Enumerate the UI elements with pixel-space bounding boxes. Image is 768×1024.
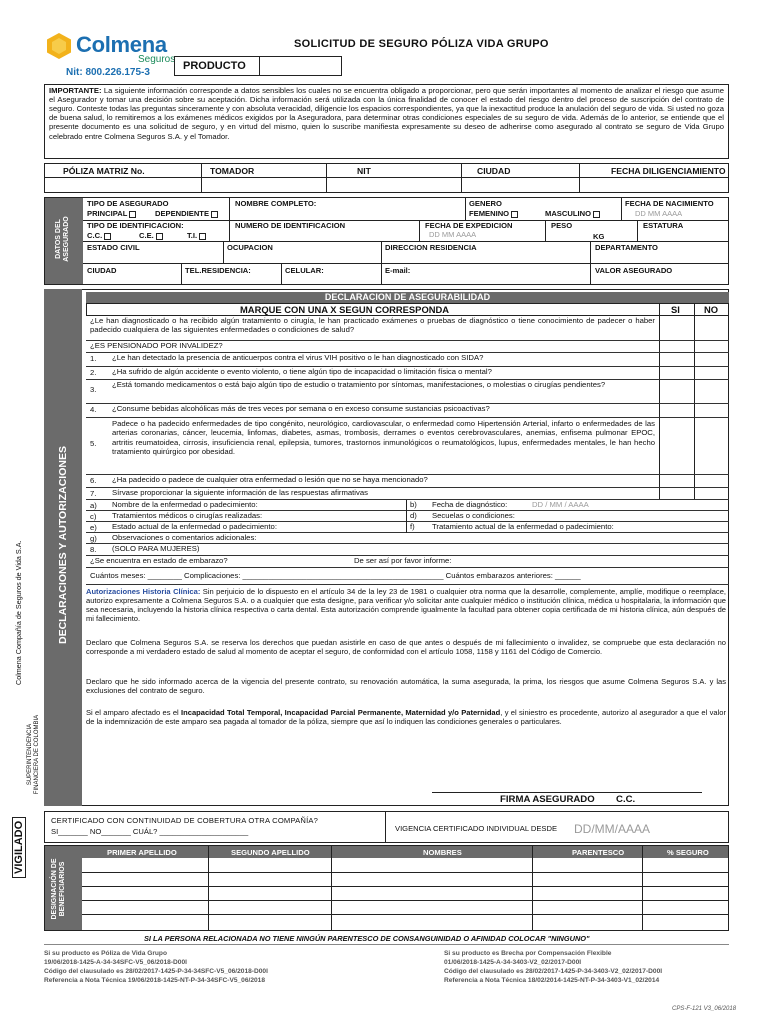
question-text: ¿Está tomando medicamentos o está bajo algún tipo de estudio o tratamiento por síntomas, manifestaciones, o molestias o cirugías pendientes?: [112, 380, 606, 389]
question-row[interactable]: [86, 475, 729, 488]
femenino-label: FEMENINO: [469, 209, 510, 218]
femenino-option[interactable]: [469, 210, 518, 219]
important-notice: [44, 84, 729, 159]
colmena-logo: [44, 30, 194, 80]
principal-label: PRINCIPAL: [87, 209, 128, 218]
fecha-expedicion-input[interactable]: DD MM AAAA: [429, 230, 477, 239]
beneficiaries-side-label: DESIGNACIÓN DE BENEFICIARIOS: [51, 858, 66, 920]
footer-right-4: Referencia a Nota Técnica 18/02/2014-1425-NT-P-34-3403-V1_02/2014: [444, 976, 660, 984]
detail-text: Observaciones o comentarios adicionales:: [112, 533, 257, 542]
detail-text: Nombre de la enfermedad o padecimiento:: [112, 500, 258, 509]
vigencia-input[interactable]: DD/MM/AAAA: [574, 822, 651, 836]
question-intro: [86, 316, 729, 341]
detail-letter: b): [410, 500, 417, 509]
question-intro-text: ¿Le han diagnosticado o ha recibido algún tratamiento o cirugía, le han practicado exámenes o pruebas de diagnóstico o tiene conocimiento de padecer o haber padecido cualquiera de las siguientes enfermedades o condiciones de salud?: [90, 316, 655, 334]
detail-text: Fecha de diagnóstico:: [432, 500, 508, 509]
policy-col-nit: NIT: [357, 166, 371, 176]
insured-side-band: [45, 198, 83, 284]
signature-label[interactable]: FIRMA ASEGURADO C.C.: [500, 794, 636, 805]
fecha-nacimiento-label: FECHA DE NACIMIENTO: [625, 199, 714, 208]
nit-label: Nit: 800.226.175-3: [66, 67, 150, 78]
auth-p4-c: , y el siniestro es procedente, autorizo al asegurador a que el valor de la indemnización de este amparo sea pagada al tomador de la póliza, siempre que así lo indiquen las condiciones generales o particulares.: [86, 708, 726, 727]
question-text: ¿Consume bebidas alcohólicas más de tres veces por semana o en exceso consume sustancias psicoactivas?: [112, 404, 490, 413]
question-number: 5.: [90, 439, 97, 448]
beneficiary-row[interactable]: [82, 858, 728, 872]
kg-label: KG: [593, 232, 605, 241]
question-row[interactable]: [86, 380, 729, 404]
detail-letter: a): [90, 501, 97, 510]
brand-sub: Seguros: [138, 54, 176, 65]
auth-p4-a: Si el amparo afectado es el: [86, 708, 182, 717]
declaration-heading: DECLARACION DE ASEGURABILIDAD: [86, 292, 729, 303]
brand-name: Colmena: [76, 32, 167, 57]
policy-input-ciudad[interactable]: [462, 178, 579, 192]
question-text: (SOLO PARA MUJERES): [112, 544, 200, 553]
si-column-header: SI: [671, 304, 680, 315]
detail-letter: d): [410, 511, 417, 520]
beneficiaries-note: SI LA PERSONA RELACIONADA NO TIENE NINGÚN PARENTESCO DE CONSANGUINIDAD O AFINIDAD COLOCAR "NINGUNO": [144, 934, 590, 943]
ce-option[interactable]: [139, 232, 163, 241]
detail-text: Tratamientos médicos o cirugías realizadas:: [112, 511, 263, 520]
question-number: 2.: [90, 368, 97, 377]
benef-col-parentesco: PARENTESCO: [572, 848, 625, 857]
detail-letter: c): [90, 512, 97, 521]
footer-left-1: Si su producto es Póliza de Vida Grupo: [44, 950, 167, 957]
direccion-label: DIRECCION RESIDENCIA: [385, 243, 477, 252]
fecha-expedicion-label: FECHA DE EXPEDICION: [425, 221, 513, 230]
dependiente-option[interactable]: [155, 210, 218, 219]
genero-label: GENERO: [469, 199, 502, 208]
policy-input-tomador[interactable]: [202, 178, 326, 192]
auth-p3: Declaro que he sido informado acerca de la vigencia del presente contrato, su renovación automática, la suma asegurada, la prima, los riesgos que asume Colmena Seguros S.A. y las exclusiones del contrato de seguro.: [86, 677, 726, 696]
policy-table: [44, 163, 729, 193]
footer-right-1: Si su producto es Brecha por Compensación Flexible: [444, 950, 612, 957]
celular-label: CELULAR:: [285, 266, 324, 275]
product-field[interactable]: [174, 56, 342, 76]
question-row[interactable]: [86, 418, 729, 475]
fecha-nacimiento-input[interactable]: DD MM AAAA: [635, 209, 683, 218]
tel-label: TEL.RESIDENCIA:: [185, 266, 251, 275]
question-text: ¿Ha padecido o padece de cualquier otra enfermedad o lesión que no se haya mencionado?: [112, 475, 428, 484]
auth-text: Sin perjuicio de lo dispuesto en el artículo 34 de la ley 23 de 1981 o cualquier otra norma que la desarrolle, complemente, amplíe, modifique o reemplace, autorizo expresamente a Colmena Seguros S.A. o a cualquier que esta designe, para verificar y/o solicitar ante cualquier médico o institución clínica, médica u hospitalaria, la información que sea necesaria, incluyendo la historia clínica respectiva o carta dental. Esta autorización comprende igualmente la facultad para obtener copia certificada de mi historia clínica, aún después de mi fallecimiento.: [86, 587, 726, 624]
masculino-label: MASCULINO: [545, 209, 591, 218]
form-code: CPS-F-121 V3_06/2018: [672, 1006, 737, 1012]
footer-left: [44, 950, 268, 986]
certificate-question: CERTIFICADO CON CONTINUIDAD DE COBERTURA OTRA COMPAÑÍA?: [51, 816, 319, 825]
masculino-option[interactable]: [545, 210, 600, 219]
detail-row-g[interactable]: [86, 533, 729, 544]
pregnancy-details-row[interactable]: [86, 568, 729, 585]
question-text: ¿Le han detectado la presencia de anticuerpos contra el virus VIH positivo o le han diagnosticado con SIDA?: [112, 353, 484, 362]
pregnancy-question: ¿Se encuentra en estado de embarazo?: [90, 556, 228, 565]
question-women: [86, 544, 729, 556]
question-number: 8.: [90, 545, 97, 554]
auth-p4: [86, 708, 726, 726]
question-row[interactable]: [86, 404, 729, 418]
dependiente-checkbox[interactable]: [211, 211, 218, 218]
certificate-options[interactable]: SI_______ NO_______ CUÁL? _____________________: [51, 827, 249, 836]
tipo-id-label: TIPO DE IDENTIFICACION:: [87, 221, 184, 230]
auth-p4-b: Incapacidad Total Temporal, Incapacidad Parcial Permanente, Maternidad y/o Paternidad: [181, 708, 501, 717]
detail-row-ef[interactable]: [86, 522, 729, 533]
question-number: 7.: [90, 489, 97, 498]
footer-left-3: Código del clausulado es 28/02/2017-1425-P-34-34SFC-V5_06/2018-D00I: [44, 967, 268, 975]
benef-col-primer-apellido: PRIMER APELLIDO: [107, 848, 177, 857]
beneficiary-row[interactable]: [82, 873, 728, 886]
policy-input-fecha[interactable]: [580, 178, 728, 192]
detail-letter: e): [90, 523, 97, 532]
ce-checkbox[interactable]: [156, 233, 163, 240]
policy-col-tomador: TOMADOR: [210, 166, 255, 176]
masculino-checkbox[interactable]: [593, 211, 600, 218]
ti-label: T.I.: [187, 231, 198, 240]
numero-id-input[interactable]: [231, 231, 417, 240]
detail-letter: g): [90, 534, 97, 543]
important-text: La siguiente información corresponde a datos sensibles los cuales no se encuentra obligado a proporcionar, pero que serán importantes al momento de analizar el riesgo que asume el Asegurador y tomar una decisión sobre su aceptación. Dicha información será utilizada con la única finalidad de conocer el estado del riesgo dentro del proceso de suscripción del contrato de seguro. Conteste todas las preguntas sinceramente y con absoluta veracidad, diligencie los espacios correspondientes, ya que la inexactitud produce la anulación del seguro de vida. Si usted no goza de buena salud, lo remitiremos a los exámenes médicos exigidos por la Aseguradora, para determinar otras condiciones especiales de su seguro de vida. Además de lo anterior, se entiende que el presente documento es una solicitud de seguro, y en virtud del mismo, quien lo suscribe manifiesta expresamente su deseo de adherirse como asegurado al contrato se seguro de Vida Grupo celebrado entre Colmena Seguros S.A. y el Tomador.: [49, 86, 724, 141]
footer-left-2: 19/06/2018-1425-A-34-34SFC-V5_06/2018-D00I: [44, 958, 187, 966]
dependiente-label: DEPENDIENTE: [155, 209, 210, 218]
declarations-side-band: [44, 289, 82, 806]
certificate-box: [44, 811, 729, 843]
benef-col-segundo-apellido: SEGUNDO APELLIDO: [231, 848, 310, 857]
insured-side-label: DATOS DEL ASEGURADO: [55, 216, 70, 262]
valor-asegurado-label: VALOR ASEGURADO: [595, 266, 673, 275]
diagnosis-date-input[interactable]: DD / MM / AAAA: [532, 500, 589, 509]
pregnancy-months-line: Cuántos meses: ________ Complicaciones: _______________________________________________ Cuántos embarazos anteriores: ______: [90, 571, 581, 580]
cc-checkbox[interactable]: [104, 233, 111, 240]
policy-col-poliza: PÓLIZA MATRIZ No.: [63, 166, 145, 176]
question-text: ¿Ha sufrido de algún accidente o evento violento, o tiene algún tipo de incapacidad o limitación física o mental?: [112, 367, 492, 376]
policy-input-poliza[interactable]: [45, 178, 201, 192]
detail-text: Estado actual de la enfermedad o padecimiento:: [112, 522, 277, 531]
question-number: 3.: [90, 385, 97, 394]
estado-civil-label: ESTADO CIVIL: [87, 243, 140, 252]
benef-col-nombres: NOMBRES: [423, 848, 462, 857]
femenino-checkbox[interactable]: [511, 211, 518, 218]
product-label: PRODUCTO: [183, 60, 246, 72]
question-number: 4.: [90, 405, 97, 414]
policy-col-fecha: FECHA DILIGENCIAMIENTO: [611, 166, 726, 176]
detail-letter: f): [410, 522, 415, 531]
departamento-label: DEPARTAMENTO: [595, 243, 658, 252]
colmena-hexagon-icon: [46, 32, 72, 60]
colmena-company-label: Colmena Compañía de Seguros de Vida S.A.: [14, 540, 23, 685]
cc-option[interactable]: [87, 232, 111, 241]
beneficiaries-table: [44, 845, 729, 931]
auth-p2: Declaro que Colmena Seguros S.A. se reserva los derechos que puedan asistirle en caso de que antes o después de mi fallecimiento o invalidez, se compruebe que esta declaración no corresponde a mi verdadero estado de salud al momento de aceptar el seguro, de conformidad con el artículo 1058, 1158 y 1161 del Código de Comercio.: [86, 638, 726, 657]
superfinanciera-label: SUPERINTENDENCIA FINANCIERA DE COLOMBIA: [27, 714, 41, 795]
policy-col-ciudad: CIUDAD: [477, 166, 511, 176]
peso-label: PESO: [551, 221, 573, 230]
ce-label: C.E.: [139, 231, 154, 240]
detail-row-ab[interactable]: [86, 500, 729, 511]
email-label: E-mail:: [385, 266, 411, 275]
no-column-header: NO: [704, 304, 719, 315]
beneficiaries-side-band: [45, 846, 82, 930]
vigilado-label: VIGILADO: [12, 817, 26, 878]
ti-checkbox[interactable]: [199, 233, 206, 240]
detail-text: Secuelas o condiciones:: [432, 511, 515, 520]
question-row[interactable]: [86, 367, 729, 380]
question-row: [86, 488, 729, 500]
auth-lead: Autorizaciones Historia Clínica:: [86, 587, 201, 596]
footer-left-4: Referencia a Nota Técnica 19/06/2018-1425-NT-P-34-34SFC-V5_06/2018: [44, 976, 266, 984]
declarations-side-label: DECLARACIONES Y AUTORIZACIONES: [57, 446, 69, 644]
footer-right-2: 01/06/2018-1425-A-34-3403-V2_02/2017-D00I: [444, 958, 582, 966]
vigencia-label: VIGENCIA CERTIFICADO INDIVIDUAL DESDE: [395, 824, 558, 833]
beneficiary-row[interactable]: [82, 915, 728, 930]
question-pensionado-text: ¿ES PENSIONADO POR INVALIDEZ?: [90, 341, 223, 350]
policy-input-nit[interactable]: [327, 178, 461, 192]
form-title: SOLICITUD DE SEGURO PÓLIZA VIDA GRUPO: [294, 38, 549, 50]
pregnancy-row[interactable]: [86, 556, 729, 568]
insured-section: [44, 197, 729, 285]
detail-text: Tratamiento actual de la enfermedad o padecimiento:: [432, 522, 614, 531]
cc-label: C.C.: [87, 231, 103, 240]
detail-row-cd[interactable]: [86, 511, 729, 522]
question-pensionado[interactable]: [86, 341, 729, 353]
auth-historia: [86, 587, 726, 623]
question-text: Sírvase proporcionar la siguiente información de las respuestas afirmativas: [112, 488, 368, 497]
principal-checkbox[interactable]: [129, 211, 136, 218]
important-lead: IMPORTANTE:: [49, 86, 102, 95]
question-number: 6.: [90, 476, 97, 485]
nombre-input[interactable]: [231, 210, 463, 219]
ti-option[interactable]: [187, 232, 206, 241]
footer-right: [444, 950, 662, 986]
tipo-asegurado-label: TIPO DE ASEGURADO: [87, 199, 169, 208]
ocupacion-label: OCUPACION: [227, 243, 273, 252]
pregnancy-detail: De ser así por favor informe:: [354, 556, 452, 565]
ciudad-label: CIUDAD: [87, 266, 117, 275]
numero-id-label: NUMERO DE IDENTIFICACION: [235, 221, 346, 230]
benef-col-porcentaje: % SEGURO: [667, 848, 709, 857]
nombre-label: NOMBRE COMPLETO:: [235, 199, 317, 208]
beneficiary-row[interactable]: [82, 887, 728, 900]
question-row[interactable]: [86, 353, 729, 367]
footer-right-3: Código del clausulado es 28/02/2017-1425-P-34-3403-V2_02/2017-D00I: [444, 967, 663, 975]
question-text: Padece o ha padecido enfermedades de tipo congénito, neurológico, cardiovascular, o enfermedad como Hipertensión Arterial, infarto o enfermedades de las arterias coronarias, cáncer, leucemia, linfomas, diabetes, asmas, trombosis, derrames o eventos cerebrovasculares, anemias, enfisema pulmonar EPOC, artritis reumatoidea, cirrosis, insuficiencia renal, epilepsia, tumores, trastornos inmunológicos o reumatológicos, lupus, enfermedades mentales, le han hecho tratamiento quirúrgico por obesidad.: [112, 419, 655, 457]
declaration-sub: MARQUE CON UNA X SEGUN CORRESPONDA: [240, 304, 450, 315]
beneficiary-row[interactable]: [82, 901, 728, 914]
principal-option[interactable]: [87, 210, 136, 219]
question-number: 1.: [90, 354, 97, 363]
estatura-label: ESTATURA: [643, 221, 684, 230]
